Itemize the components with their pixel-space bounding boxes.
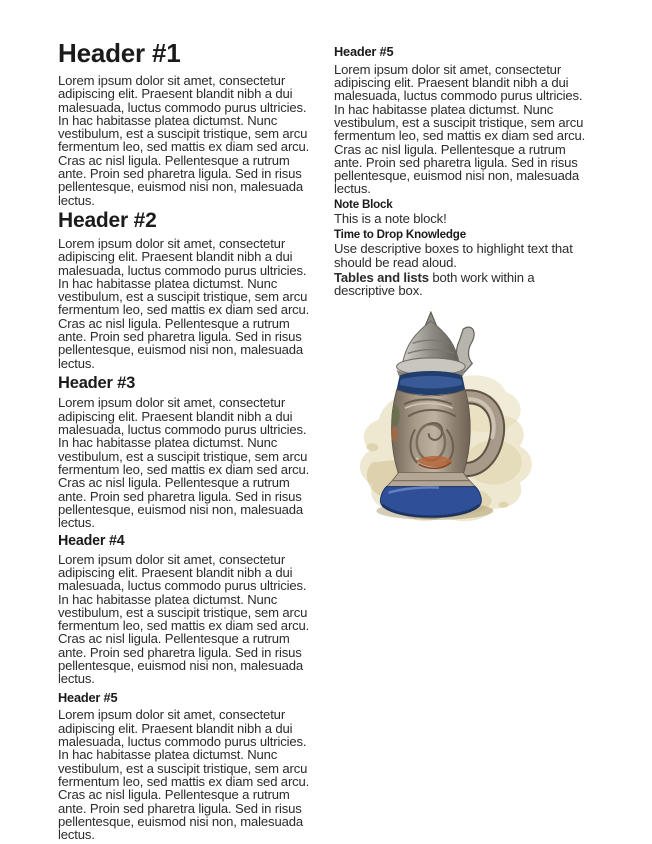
heading-5: Header #5 <box>334 44 394 59</box>
knowledge-heading: Time to Drop Knowledge <box>334 227 466 241</box>
stein-base <box>380 473 481 517</box>
heading-2: Header #2 <box>58 208 157 232</box>
beer-stein-icon <box>342 311 544 525</box>
tables-note <box>334 271 593 298</box>
right-column <box>334 40 593 844</box>
heading-5: Header #5 <box>58 689 118 705</box>
lorem-paragraph: Lorem ipsum dolor sit amet, consectetur adipiscing elit. Praesent blandit nibh a dui malesuada, luctus commodo purus ultricies. In hac habitasse platea dictumst. Nunc vestibulum, est a suscipit tristique, sem arcu fermentum leo, sed mattis ex diam sed arcu. Cras ac nisl ligula. Pellentesque a rutrum ante. Proin sed pharetra ligula. Sed in risus pellentesque, euismod nisi non, malesuada lectus. <box>58 73 310 208</box>
lorem-paragraph: Lorem ipsum dolor sit amet, consectetur adipiscing elit. Praesent blandit nibh a dui malesuada, luctus commodo purus ultricies. In hac habitasse platea dictumst. Nunc vestibulum, est a suscipit tristique, sem arcu fermentum leo, sed mattis ex diam sed arcu. Cras ac nisl ligula. Pellentesque a rutrum ante. Proin sed pharetra ligula. Sed in risus pellentesque, euismod nisi non, malesuada lectus. <box>58 395 310 531</box>
lorem-paragraph: Lorem ipsum dolor sit amet, consectetur adipiscing elit. Praesent blandit nibh a dui malesuada, luctus commodo purus ultricies. In hac habitasse platea dictumst. Nunc vestibulum, est a suscipit tristique, sem arcu fermentum leo, sed mattis ex diam sed arcu. Cras ac nisl ligula. Pellentesque a rutrum ante. Proin sed pharetra ligula. Sed in risus pellentesque, euismod nisi non, malesuada lectus. <box>58 551 310 687</box>
heading-1: Header #1 <box>58 38 181 68</box>
note-block-heading: Note Block <box>334 197 393 211</box>
heading-3: Header #3 <box>58 373 136 392</box>
lorem-paragraph: Lorem ipsum dolor sit amet, consectetur adipiscing elit. Praesent blandit nibh a dui malesuada, luctus commodo purus ultricies. In hac habitasse platea dictumst. Nunc vestibulum, est a suscipit tristique, sem arcu fermentum leo, sed mattis ex diam sed arcu. Cras ac nisl ligula. Pellentesque a rutrum ante. Proin sed pharetra ligula. Sed in risus pellentesque, euismod nisi non, malesuada lectus. <box>334 61 586 197</box>
blue-collar-band <box>397 371 466 395</box>
heading-4: Header #4 <box>58 533 125 550</box>
lorem-paragraph: Lorem ipsum dolor sit amet, consectetur adipiscing elit. Praesent blandit nibh a dui malesuada, luctus commodo purus ultricies. In hac habitasse platea dictumst. Nunc vestibulum, est a suscipit tristique, sem arcu fermentum leo, sed mattis ex diam sed arcu. Cras ac nisl ligula. Pellentesque a rutrum ante. Proin sed pharetra ligula. Sed in risus pellentesque, euismod nisi non, malesuada lectus. <box>58 235 310 371</box>
pewter-lid <box>397 312 466 379</box>
tables-note-rest: both work within a descriptive box. <box>334 269 535 299</box>
lorem-paragraph: Lorem ipsum dolor sit amet, consectetur adipiscing elit. Praesent blandit nibh a dui malesuada, luctus commodo purus ultricies. In hac habitasse platea dictumst. Nunc vestibulum, est a suscipit tristique, sem arcu fermentum leo, sed mattis ex diam sed arcu. Cras ac nisl ligula. Pellentesque a rutrum ante. Proin sed pharetra ligula. Sed in risus pellentesque, euismod nisi non, malesuada lectus. <box>58 707 310 843</box>
stein-figure <box>334 311 593 527</box>
green-glaze-spot <box>392 406 400 426</box>
orange-glaze-spot <box>391 427 398 443</box>
note-block-text: This is a note block! <box>334 211 447 227</box>
knowledge-text: Use descriptive boxes to highlight text that should be read aloud. <box>334 241 573 270</box>
tables-note-bold: Tables and lists <box>334 269 429 285</box>
left-column <box>58 40 317 844</box>
